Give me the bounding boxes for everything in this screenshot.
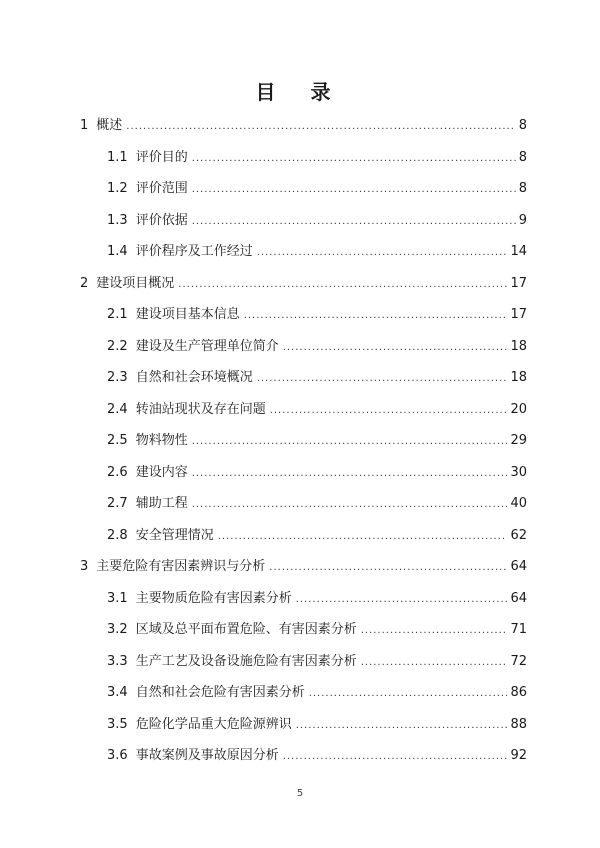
toc-entry-label: 危险化学品重大危险源辨识 [135,716,292,732]
toc-entry-label: 事故案例及事故原因分析 [135,748,279,763]
toc-leader-dots [283,747,508,767]
toc-entry-label: 评价目的 [135,149,188,165]
toc-entry-label: 评价依据 [135,212,188,228]
toc-entry-number: 2.7 [107,496,128,511]
toc-entry-label: 概述 [96,118,123,133]
toc-leader-dots [192,180,516,200]
toc-leader-dots [192,212,516,232]
toc-entry[interactable] [107,337,527,357]
toc-entry-page: 8 [518,181,527,196]
page-number: 5 [296,788,304,799]
toc-entry-page: 9 [518,212,527,228]
toc-entry-page: 17 [510,307,527,322]
toc-entry-page: 29 [510,433,527,448]
toc-entry-page: 62 [510,527,527,543]
toc-entry-number: 1.2 [107,181,128,196]
toc-entry-number: 3.1 [107,590,128,606]
toc-entry-page: 72 [510,653,527,669]
toc-entry-label: 转油站现状及存在问题 [135,401,266,417]
toc-leader-dots [218,527,508,547]
toc-leader-dots [192,149,516,169]
toc-title: 目 录 [255,80,345,104]
toc-entry[interactable] [107,494,527,514]
toc-entry-label: 评价范围 [135,181,188,196]
toc-entry-page: 30 [510,464,527,480]
toc-entry[interactable] [107,368,527,388]
toc-entry-number: 3.5 [107,716,128,732]
toc-entry[interactable] [107,400,527,420]
toc-entry[interactable] [107,620,527,640]
toc-entry-number: 3.6 [107,748,128,763]
toc-entry-number: 2.2 [107,338,128,354]
toc-entry-page: 8 [518,118,527,133]
toc-entry[interactable] [107,305,527,325]
toc-entry-number: 1 [80,118,89,133]
toc-entry[interactable] [107,179,527,199]
toc-entry-label: 建设内容 [135,464,188,480]
toc-entry-page: 8 [518,149,527,165]
toc-entry[interactable] [80,116,527,136]
toc-leader-dots [192,495,508,515]
toc-entry-page: 64 [510,559,527,574]
toc-leader-dots [309,684,508,704]
toc-entry-page: 86 [510,685,527,700]
toc-entry-label: 辅助工程 [135,496,188,511]
toc-entry[interactable] [107,431,527,451]
toc-entry-label: 评价程序及工作经过 [135,244,253,259]
toc-entry-label: 主要危险有害因素辨识与分析 [96,559,266,574]
toc-leader-dots [257,243,508,263]
toc-entry-number: 3.3 [107,653,128,669]
toc-leader-dots [192,432,508,452]
toc-leader-dots [244,306,508,326]
toc-entry-page: 18 [510,370,527,385]
toc-leader-dots [192,464,508,484]
toc-entry[interactable] [107,652,527,672]
toc-entry-label: 物料物性 [135,433,188,448]
toc-entry-number: 2.8 [107,527,128,543]
toc-leader-dots [178,275,507,295]
toc-entry[interactable] [107,683,527,703]
toc-entry-label: 建设项目基本信息 [135,307,240,322]
toc-entry-number: 2.6 [107,464,128,480]
toc-leader-dots [126,117,515,137]
toc-leader-dots [361,621,508,641]
toc-entry-page: 92 [510,748,527,763]
toc-entry-label: 建设及生产管理单位简介 [135,338,279,354]
toc-leader-dots [270,401,508,421]
toc-entry-label: 区域及总平面布置危险、有害因素分析 [135,622,357,637]
toc-entry-number: 1.1 [107,149,128,165]
toc-leader-dots [296,590,508,610]
toc-entry-page: 18 [510,338,527,354]
toc-entry-number: 2.5 [107,433,128,448]
toc-entry[interactable] [107,746,527,766]
toc-entry-page: 88 [510,716,527,732]
toc-entry[interactable] [107,242,527,262]
toc-entry-page: 17 [510,275,527,291]
toc-leader-dots [283,338,508,358]
toc-entry[interactable] [107,463,527,483]
toc-entry-page: 20 [510,401,527,417]
toc-entry-number: 3.4 [107,685,128,700]
toc-entry-label: 生产工艺及设备设施危险有害因素分析 [135,653,357,669]
toc-entry[interactable] [107,211,527,231]
toc-entry-page: 14 [510,244,527,259]
toc-entry-label: 自然和社会环境概况 [135,370,253,385]
toc-entry-number: 2.4 [107,401,128,417]
toc-entry-number: 2.1 [107,307,128,322]
toc-entry-number: 1.3 [107,212,128,228]
toc-leader-dots [361,653,508,673]
toc-entry[interactable] [107,715,527,735]
toc-entry-page: 40 [510,496,527,511]
toc-entry-number: 3.2 [107,622,128,637]
toc-entry-label: 安全管理情况 [135,527,214,543]
toc-entry-page: 64 [510,590,527,606]
toc-entry-label: 建设项目概况 [96,275,175,291]
toc-entry-number: 2.3 [107,370,128,385]
toc-entry[interactable] [107,589,527,609]
toc-entry-number: 2 [80,275,89,291]
toc-entry-label: 主要物质危险有害因素分析 [135,590,292,606]
toc-entry[interactable] [80,557,527,577]
toc-entry-label: 自然和社会危险有害因素分析 [135,685,305,700]
toc-entry-page: 71 [510,622,527,637]
toc-leader-dots [257,369,508,389]
toc-leader-dots [296,716,508,736]
toc-entry[interactable] [107,148,527,168]
toc-entry[interactable] [80,274,527,294]
toc-entry-number: 1.4 [107,244,128,259]
toc-leader-dots [269,558,507,578]
toc-entry-number: 3 [80,559,89,574]
toc-entry[interactable] [107,526,527,546]
